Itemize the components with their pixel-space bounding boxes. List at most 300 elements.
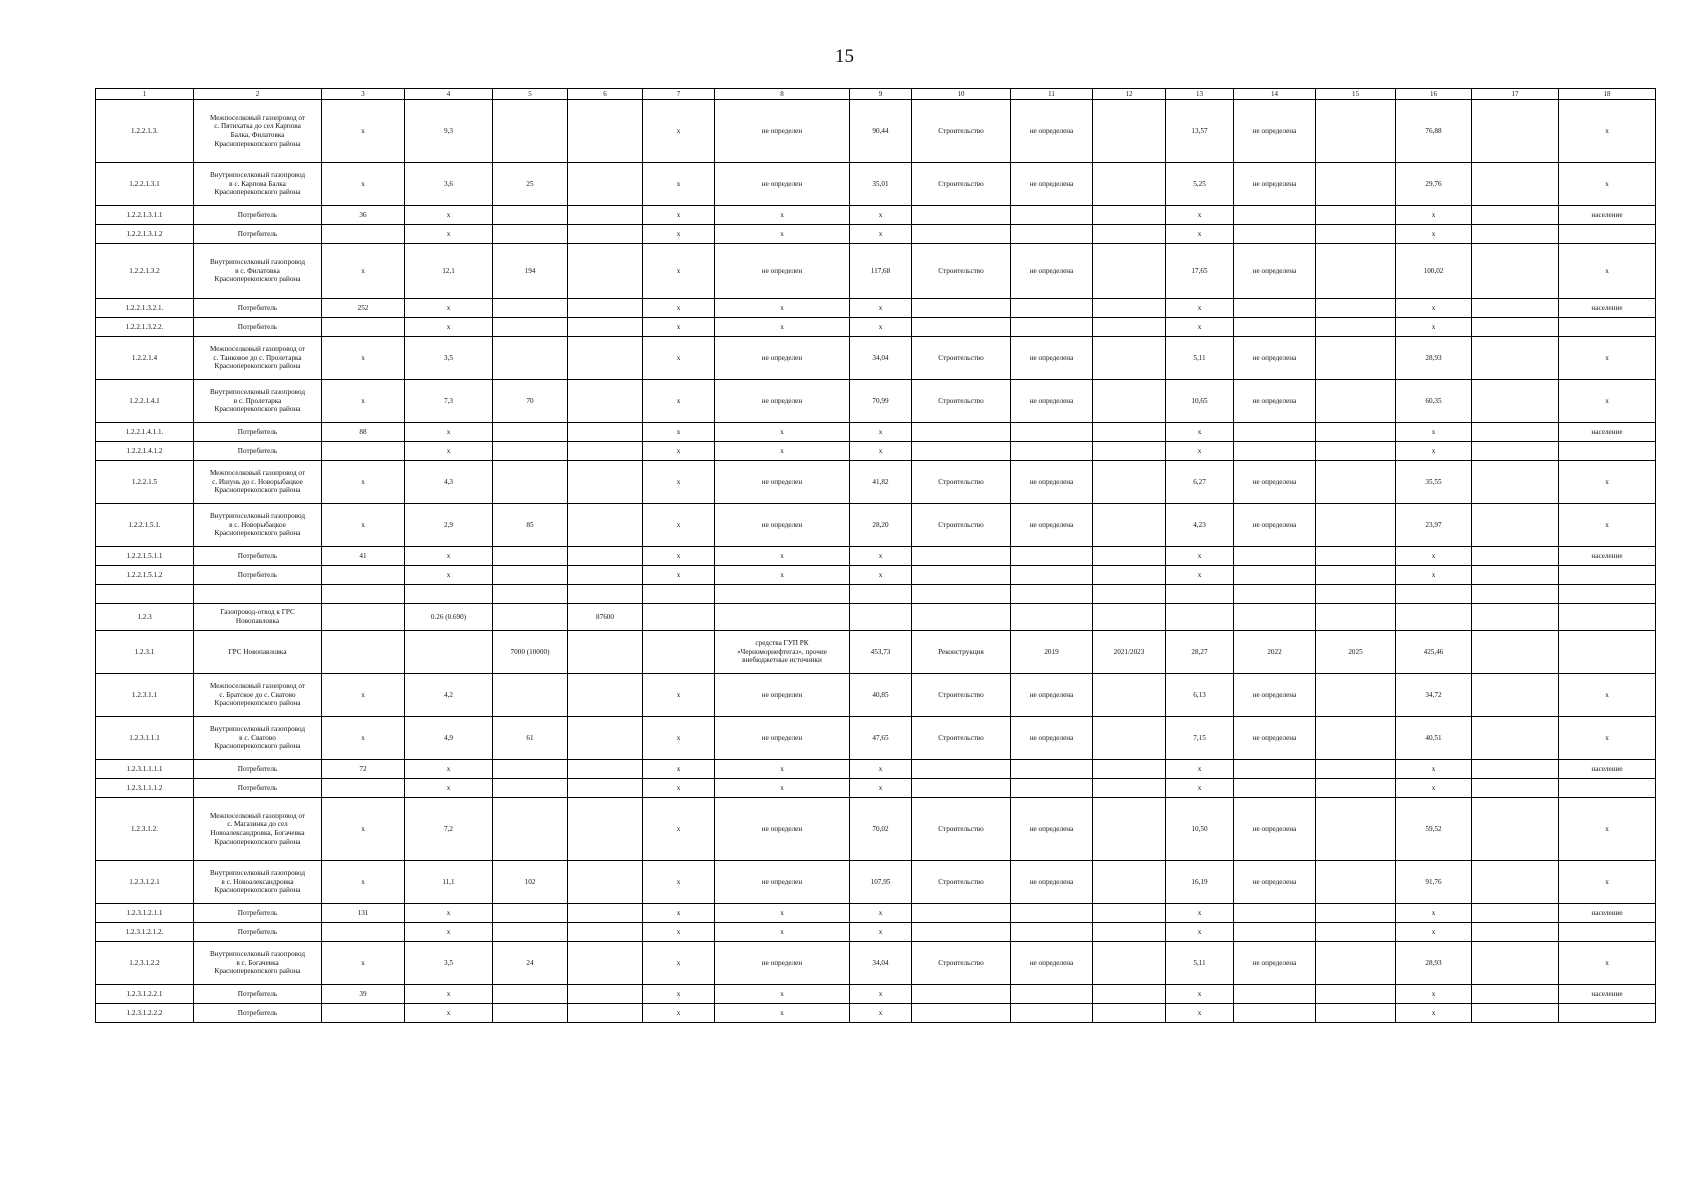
table-cell: [322, 923, 405, 942]
table-row: [96, 861, 1656, 904]
table-cell: [493, 674, 568, 717]
table-cell: 59,52: [1396, 798, 1472, 861]
table-cell: x: [715, 318, 850, 337]
table-cell: [912, 923, 1011, 942]
table-cell: [1093, 461, 1166, 504]
table-cell: не определена: [1234, 942, 1316, 985]
table-cell: 17,65: [1166, 244, 1234, 299]
header-cell: 7: [643, 89, 715, 100]
table-cell: x: [1166, 442, 1234, 461]
table-cell: Строительство: [912, 717, 1011, 760]
table-cell: 1.2.3.1.2.2.1: [96, 985, 194, 1004]
table-cell: [912, 225, 1011, 244]
table-cell: [1093, 566, 1166, 585]
header-cell: 14: [1234, 89, 1316, 100]
table-cell: x: [850, 760, 912, 779]
table-cell: 1.2.2.1.5.1.: [96, 504, 194, 547]
table-cell: Внутрипоселковый газопровод в с. Новорыбацкое Красноперекопского района: [194, 504, 322, 547]
table-cell: [1093, 985, 1166, 1004]
table-cell: x: [715, 566, 850, 585]
table-cell: x: [643, 798, 715, 861]
table-cell: [1093, 244, 1166, 299]
table-cell: 28,27: [1166, 631, 1234, 674]
table-cell: [568, 942, 643, 985]
table-cell: [493, 566, 568, 585]
table-cell: x: [1559, 100, 1656, 163]
table-cell: 1.2.3.1: [96, 631, 194, 674]
table-cell: [194, 585, 322, 604]
table-cell: [96, 585, 194, 604]
table-cell: [850, 604, 912, 631]
table-cell: 107,95: [850, 861, 912, 904]
table-cell: [1011, 904, 1093, 923]
table-cell: [322, 631, 405, 674]
table-cell: x: [405, 566, 493, 585]
table-cell: x: [643, 504, 715, 547]
table-cell: население: [1559, 985, 1656, 1004]
table-cell: [322, 585, 405, 604]
table-cell: x: [715, 985, 850, 1004]
table-cell: x: [715, 923, 850, 942]
table-cell: не определен: [715, 163, 850, 206]
table-cell: [1011, 760, 1093, 779]
table-cell: не определена: [1011, 163, 1093, 206]
table-cell: x: [1166, 779, 1234, 798]
table-row: [96, 225, 1656, 244]
table-cell: [568, 380, 643, 423]
table-cell: Строительство: [912, 337, 1011, 380]
table-cell: [568, 985, 643, 1004]
table-cell: x: [322, 942, 405, 985]
table-cell: x: [643, 566, 715, 585]
table-cell: Межпоселковый газопровод от с. Пятихатка до сел Карпова Балка, Филатовка Красноперекопского района: [194, 100, 322, 163]
table-cell: x: [643, 779, 715, 798]
table-cell: 1.2.3.1.2.1.1: [96, 904, 194, 923]
table-cell: x: [322, 461, 405, 504]
table-cell: 117,68: [850, 244, 912, 299]
table-cell: x: [850, 547, 912, 566]
table-cell: [912, 1004, 1011, 1023]
table-cell: Строительство: [912, 798, 1011, 861]
table-cell: x: [322, 163, 405, 206]
table-cell: [1472, 585, 1559, 604]
table-cell: [1093, 717, 1166, 760]
table-cell: x: [1559, 717, 1656, 760]
table-cell: не определен: [715, 942, 850, 985]
table-cell: Потребитель: [194, 1004, 322, 1023]
table-cell: x: [643, 337, 715, 380]
table-cell: x: [1166, 1004, 1234, 1023]
table-cell: x: [1559, 163, 1656, 206]
table-cell: [493, 760, 568, 779]
table-cell: 131: [322, 904, 405, 923]
table-cell: x: [405, 423, 493, 442]
table-cell: не определена: [1234, 163, 1316, 206]
table-cell: x: [643, 985, 715, 1004]
table-cell: [1234, 566, 1316, 585]
table-cell: x: [1166, 318, 1234, 337]
table-cell: 1.2.2.1.5.1.1: [96, 547, 194, 566]
table-cell: 13,57: [1166, 100, 1234, 163]
table-cell: 12,1: [405, 244, 493, 299]
table-cell: x: [643, 461, 715, 504]
table-cell: 1.2.2.1.4: [96, 337, 194, 380]
table-cell: x: [643, 942, 715, 985]
table-cell: x: [850, 442, 912, 461]
table-cell: 1.2.3.1.2.2.2: [96, 1004, 194, 1023]
table-cell: x: [405, 206, 493, 225]
table-cell: [1011, 299, 1093, 318]
table-cell: [1234, 923, 1316, 942]
table-cell: [568, 206, 643, 225]
table-cell: 1.2.3.1.1: [96, 674, 194, 717]
table-cell: [493, 798, 568, 861]
table-cell: [1011, 318, 1093, 337]
table-cell: x: [850, 1004, 912, 1023]
table-cell: не определен: [715, 380, 850, 423]
table-cell: x: [715, 547, 850, 566]
table-cell: [568, 674, 643, 717]
table-cell: население: [1559, 904, 1656, 923]
table-cell: [912, 318, 1011, 337]
table-cell: [1234, 423, 1316, 442]
table-cell: 1.2.3: [96, 604, 194, 631]
table-cell: [912, 585, 1011, 604]
table-cell: x: [1166, 566, 1234, 585]
table-cell: [1472, 461, 1559, 504]
table-cell: не определена: [1234, 100, 1316, 163]
table-cell: Потребитель: [194, 904, 322, 923]
table-cell: 7,2: [405, 798, 493, 861]
table-cell: Потребитель: [194, 760, 322, 779]
table-cell: [1011, 225, 1093, 244]
table-cell: 1.2.2.1.4.1.2: [96, 442, 194, 461]
table-cell: x: [643, 244, 715, 299]
table-row: [96, 798, 1656, 861]
table-cell: x: [1396, 923, 1472, 942]
table-cell: Потребитель: [194, 923, 322, 942]
table-cell: 16,19: [1166, 861, 1234, 904]
table-cell: x: [643, 861, 715, 904]
table-cell: Потребитель: [194, 225, 322, 244]
table-cell: [493, 547, 568, 566]
table-cell: x: [1396, 442, 1472, 461]
table-cell: x: [643, 100, 715, 163]
table-cell: [568, 798, 643, 861]
table-cell: не определена: [1011, 798, 1093, 861]
table-cell: x: [850, 566, 912, 585]
table-cell: 29,76: [1396, 163, 1472, 206]
table-cell: 7,15: [1166, 717, 1234, 760]
header-cell: 18: [1559, 89, 1656, 100]
table-cell: [912, 206, 1011, 225]
table-cell: x: [405, 760, 493, 779]
header-cell: 15: [1316, 89, 1396, 100]
table-cell: [1234, 779, 1316, 798]
header-cell: 6: [568, 89, 643, 100]
table-cell: 1.2.3.1.2.: [96, 798, 194, 861]
table-cell: не определен: [715, 337, 850, 380]
table-cell: Строительство: [912, 861, 1011, 904]
table-cell: не определен: [715, 798, 850, 861]
table-cell: [1166, 604, 1234, 631]
header-cell: 9: [850, 89, 912, 100]
table-cell: x: [643, 380, 715, 423]
table-row: [96, 380, 1656, 423]
table-cell: x: [715, 904, 850, 923]
table-cell: [1093, 504, 1166, 547]
table-cell: x: [1559, 337, 1656, 380]
table-cell: Внутрипоселковый газопровод в с. Богачевка Красноперекопского района: [194, 942, 322, 985]
table-cell: [568, 244, 643, 299]
table-cell: Строительство: [912, 504, 1011, 547]
table-cell: Строительство: [912, 100, 1011, 163]
table-cell: [568, 225, 643, 244]
table-cell: [1234, 547, 1316, 566]
table-cell: x: [405, 442, 493, 461]
header-cell: 3: [322, 89, 405, 100]
table-cell: [493, 442, 568, 461]
table-cell: [912, 566, 1011, 585]
table-cell: x: [405, 299, 493, 318]
table-cell: 1.2.2.1.4.1: [96, 380, 194, 423]
table-cell: x: [405, 904, 493, 923]
table-cell: Потребитель: [194, 566, 322, 585]
table-cell: [1234, 442, 1316, 461]
table-cell: [493, 299, 568, 318]
table-cell: [1234, 299, 1316, 318]
table-cell: x: [850, 318, 912, 337]
table-cell: [1472, 674, 1559, 717]
table-cell: x: [1396, 779, 1472, 798]
table-cell: x: [1559, 861, 1656, 904]
table-cell: не определена: [1011, 380, 1093, 423]
table-row: [96, 442, 1656, 461]
table-cell: [1011, 604, 1093, 631]
table-cell: x: [1396, 299, 1472, 318]
table-cell: 5,11: [1166, 337, 1234, 380]
table-cell: не определена: [1011, 861, 1093, 904]
table-cell: x: [1166, 904, 1234, 923]
table-cell: не определена: [1011, 674, 1093, 717]
table-cell: [568, 299, 643, 318]
table-cell: [568, 904, 643, 923]
table-row: [96, 904, 1656, 923]
table-cell: x: [850, 985, 912, 1004]
table-cell: x: [1166, 923, 1234, 942]
table-cell: 7,3: [405, 380, 493, 423]
table-cell: 1.2.3.1.2.1.2.: [96, 923, 194, 942]
table-cell: 1.2.2.1.3.1.2: [96, 225, 194, 244]
table-cell: x: [322, 861, 405, 904]
table-cell: 76,88: [1396, 100, 1472, 163]
table-cell: [1559, 604, 1656, 631]
table-cell: 5,11: [1166, 942, 1234, 985]
table-row: [96, 299, 1656, 318]
table-cell: 10,50: [1166, 798, 1234, 861]
table-cell: x: [322, 100, 405, 163]
table-cell: x: [643, 318, 715, 337]
table-cell: [1316, 566, 1396, 585]
table-cell: 70: [493, 380, 568, 423]
table-row: [96, 631, 1656, 674]
table-cell: население: [1559, 423, 1656, 442]
table-cell: не определена: [1234, 244, 1316, 299]
table-cell: [1234, 604, 1316, 631]
header-cell: 13: [1166, 89, 1234, 100]
table-cell: [568, 585, 643, 604]
table-cell: x: [322, 244, 405, 299]
table-row: [96, 942, 1656, 985]
table-cell: [1011, 566, 1093, 585]
table-cell: [1316, 504, 1396, 547]
table-row: [96, 163, 1656, 206]
table-cell: [1316, 942, 1396, 985]
table-cell: 4,23: [1166, 504, 1234, 547]
table-header-row: [96, 89, 1656, 100]
table-cell: 194: [493, 244, 568, 299]
table-cell: не определена: [1234, 674, 1316, 717]
table-cell: 90,44: [850, 100, 912, 163]
table-cell: [1093, 318, 1166, 337]
table-cell: x: [1396, 547, 1472, 566]
table-cell: Потребитель: [194, 985, 322, 1004]
table-cell: [1316, 1004, 1396, 1023]
table-cell: x: [850, 206, 912, 225]
table-cell: [493, 461, 568, 504]
table-cell: x: [405, 318, 493, 337]
table-cell: 24: [493, 942, 568, 985]
table-row: [96, 779, 1656, 798]
table-cell: [912, 985, 1011, 1004]
table-cell: [322, 225, 405, 244]
table-cell: Внутрипоселковый газопровод в с. Пролетарка Красноперекопского района: [194, 380, 322, 423]
table-cell: Строительство: [912, 244, 1011, 299]
table-cell: [1316, 163, 1396, 206]
table-cell: [1472, 244, 1559, 299]
table-cell: [1472, 861, 1559, 904]
table-cell: 2,9: [405, 504, 493, 547]
table-cell: 1.2.2.1.3.2: [96, 244, 194, 299]
table-cell: [1316, 461, 1396, 504]
table-cell: [1472, 1004, 1559, 1023]
table-cell: [1316, 779, 1396, 798]
table-cell: население: [1559, 547, 1656, 566]
table-cell: не определен: [715, 100, 850, 163]
table-cell: x: [1559, 942, 1656, 985]
table-cell: x: [715, 423, 850, 442]
table-cell: x: [405, 547, 493, 566]
table-cell: 4,3: [405, 461, 493, 504]
header-cell: 8: [715, 89, 850, 100]
table-cell: Потребитель: [194, 206, 322, 225]
table-cell: 1.2.2.1.3.1.1: [96, 206, 194, 225]
table-cell: x: [405, 225, 493, 244]
table-cell: 40,51: [1396, 717, 1472, 760]
table-cell: Потребитель: [194, 442, 322, 461]
table-cell: Строительство: [912, 163, 1011, 206]
table-cell: x: [850, 423, 912, 442]
table-cell: 6,13: [1166, 674, 1234, 717]
table-row: [96, 566, 1656, 585]
table-cell: [1316, 585, 1396, 604]
table-cell: [568, 318, 643, 337]
table-cell: x: [715, 225, 850, 244]
table-cell: [568, 861, 643, 904]
table-cell: 35,55: [1396, 461, 1472, 504]
table-cell: [1093, 861, 1166, 904]
table-cell: Потребитель: [194, 299, 322, 318]
table-cell: x: [643, 163, 715, 206]
table-cell: 2021/2023: [1093, 631, 1166, 674]
table-cell: Внутрипоселковый газопровод в с. Сватово Красноперекопского района: [194, 717, 322, 760]
table-cell: [1472, 566, 1559, 585]
table-cell: не определена: [1011, 337, 1093, 380]
table-cell: [1472, 904, 1559, 923]
table-row: [96, 100, 1656, 163]
table-cell: [1316, 904, 1396, 923]
table-cell: [1472, 985, 1559, 1004]
table-cell: [1093, 585, 1166, 604]
table-cell: [1472, 779, 1559, 798]
table-row: [96, 585, 1656, 604]
table-cell: [1316, 604, 1396, 631]
table-cell: [1093, 337, 1166, 380]
table-cell: [1316, 717, 1396, 760]
data-table: [95, 88, 1656, 1023]
table-cell: [1472, 923, 1559, 942]
table-cell: 0.26 (0.690): [405, 604, 493, 631]
table-cell: 453,73: [850, 631, 912, 674]
table-cell: [405, 631, 493, 674]
table-cell: [1011, 442, 1093, 461]
table-cell: [493, 585, 568, 604]
table-cell: [1396, 585, 1472, 604]
table-cell: [1316, 206, 1396, 225]
table-cell: [912, 547, 1011, 566]
table-cell: 39: [322, 985, 405, 1004]
table-row: [96, 318, 1656, 337]
table-cell: [912, 423, 1011, 442]
table-cell: 40,85: [850, 674, 912, 717]
table-cell: 7000 (10000): [493, 631, 568, 674]
table-cell: x: [405, 1004, 493, 1023]
table-cell: [1472, 318, 1559, 337]
header-cell: 10: [912, 89, 1011, 100]
table-cell: Межпоселковый газопровод от с. Братское до с. Сватово Красноперекопского района: [194, 674, 322, 717]
table-row: [96, 206, 1656, 225]
table-cell: x: [1559, 380, 1656, 423]
table-cell: [568, 717, 643, 760]
table-cell: не определена: [1234, 504, 1316, 547]
table-cell: [1234, 1004, 1316, 1023]
table-cell: x: [322, 717, 405, 760]
table-cell: население: [1559, 206, 1656, 225]
table-cell: [1011, 206, 1093, 225]
table-cell: 47,65: [850, 717, 912, 760]
table-row: [96, 547, 1656, 566]
table-cell: 1.2.2.1.5: [96, 461, 194, 504]
table-cell: [322, 442, 405, 461]
table-cell: x: [715, 206, 850, 225]
table-cell: 3,5: [405, 942, 493, 985]
table-cell: x: [1396, 318, 1472, 337]
table-cell: 85: [493, 504, 568, 547]
table-cell: [1093, 380, 1166, 423]
table-cell: Межпоселковый газопровод от с. Ишунь до с. Новорыбацкое Красноперекопского района: [194, 461, 322, 504]
table-cell: x: [715, 1004, 850, 1023]
table-cell: [1093, 904, 1166, 923]
